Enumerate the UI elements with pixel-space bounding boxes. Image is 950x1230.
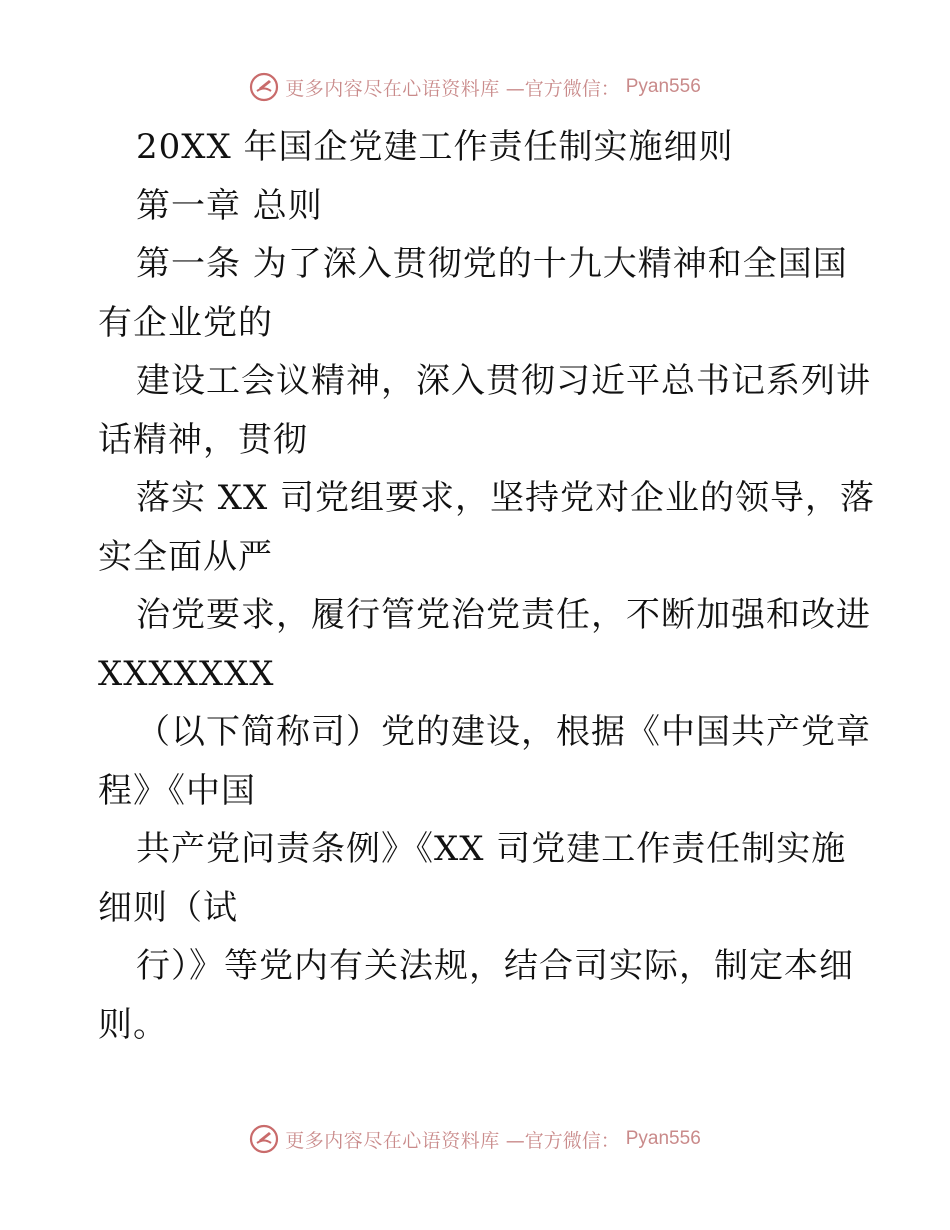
document-line: 有企业党的 [98, 302, 273, 343]
document-line: XXXXXXX [98, 653, 275, 694]
document-line: 治党要求，履行管党治党责任，不断加强和改进 [136, 595, 871, 635]
document-line: 建设工会议精神，深入贯彻习近平总书记系列讲 [136, 361, 871, 401]
document-line: 话精神，贯彻 [98, 419, 308, 460]
book-pen-logo-icon [249, 1124, 279, 1154]
watermark-text: 更多内容尽在心语资料库 [285, 77, 500, 100]
document-line: 细则（试 [98, 887, 238, 928]
watermark-separator: —官方微信： [505, 77, 620, 100]
footer-watermark [0, 1124, 950, 1154]
document-line: 共产党问责条例》《XX 司党建工作责任制实施 [136, 829, 847, 869]
document-line: 行）》等党内有关法规，结合司实际，制定本细 [136, 946, 854, 986]
document-line: 第一章 总则 [136, 185, 323, 226]
watermark-text: 更多内容尽在心语资料库 [285, 1129, 500, 1152]
document-line: 落实 XX 司党组要求，坚持党对企业的领导，落 [136, 478, 876, 518]
book-pen-logo-icon [249, 72, 279, 102]
header-watermark [0, 72, 950, 102]
document-line: 则。 [98, 1004, 168, 1045]
document-line: 20XX 年国企党建工作责任制实施细则 [136, 127, 734, 167]
document-body [98, 118, 876, 1054]
document-line: 实全面从严 [98, 536, 273, 577]
document-line: （以下简称司）党的建设，根据《中国共产党章 [136, 712, 871, 752]
watermark-handle: Pyan556 [625, 1128, 701, 1149]
document-line: 第一条 为了深入贯彻党的十九大精神和全国国 [136, 244, 848, 284]
document-line: 程》《中国 [98, 770, 256, 811]
watermark-handle: Pyan556 [625, 76, 701, 97]
watermark-separator: —官方微信： [505, 1129, 620, 1152]
